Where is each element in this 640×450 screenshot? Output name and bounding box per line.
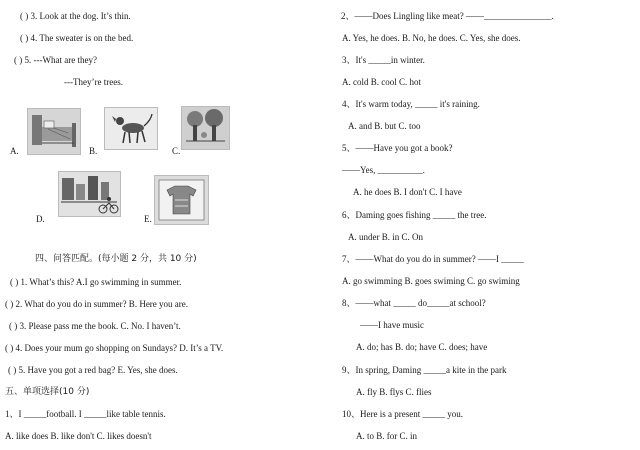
item-5-answer: ---They’re trees. [64,77,123,87]
question-8-options: A. do; has B. do; have C. does; have [356,342,488,352]
pic-label-d: D. [36,214,45,224]
question-2: 2、——Does Lingling like meat? ——_______________. [341,11,554,21]
pic-label-c: C. [172,146,181,156]
question-5: 5、——Have you got a book? [342,143,453,153]
trees-picture-icon [181,106,230,150]
question-2-options: A. Yes, he does. B. No, he does. C. Yes, she does. [342,33,521,43]
question-5-answer-line: ——Yes, __________. [342,165,425,175]
question-7-options: A. go swimming B. goes swiming C. go swiming [342,276,520,286]
question-9: 9、In spring, Daming _____a kite in the park [342,365,507,375]
section-4-title: 四、问答匹配。(每小题 2 分，共 10 分) [35,254,197,264]
street-scene-picture-icon [58,171,121,217]
sweater-picture-icon [154,175,209,225]
item-5: ( ) 5. ---What are they? [14,55,97,65]
match-item-2: ( ) 2. What do you do in summer? B. Here you are. [5,299,189,309]
item-3: ( ) 3. Look at the dog. It’s thin. [20,11,131,21]
match-item-4: ( ) 4. Does your mum go shopping on Sundays? D. It’s a TV. [5,343,224,353]
pic-label-a: A. [10,146,19,156]
match-item-5: ( ) 5. Have you got a red bag? E. Yes, she does. [8,365,178,375]
right-column [320,0,640,450]
pic-label-b: B. [89,146,98,156]
bed-picture-icon [27,108,81,155]
question-1: 1、I _____football. I _____like table tennis. [5,409,166,419]
item-4: ( ) 4. The sweater is on the bed. [20,33,134,43]
question-4-options: A. and B. but C. too [348,121,421,131]
question-9-options: A. fly B. flys C. flies [356,387,432,397]
question-3-options: A. cold B. cool C. hot [342,77,421,87]
question-8-answer-line: ——I have music [360,320,424,330]
match-item-1: ( ) 1. What’s this? A.I go swimming in summer. [10,277,182,287]
question-3: 3、It's _____in winter. [342,55,425,65]
pic-label-e: E. [144,214,152,224]
section-5-title: 五、单项选择(10 分) [5,387,90,397]
question-5-options: A. he does B. I don't C. I have [353,187,462,197]
question-4: 4、It's warm today, _____ it's raining. [342,99,480,109]
question-7: 7、——What do you do in summer? ——I _____ [342,254,524,264]
question-1-options: A. like does B. like don't C. likes doesn't [5,431,152,441]
question-8: 8、——what _____ do_____at school? [342,298,486,308]
dog-picture-icon [104,107,158,150]
question-10: 10、Here is a present _____ you. [342,409,463,419]
question-6: 6、Daming goes fishing _____ the tree. [342,210,487,220]
question-10-options: A. to B. for C. in [356,431,418,441]
question-6-options: A. under B. in C. On [348,232,423,242]
match-item-3: ( ) 3. Please pass me the book. C. No. I haven’t. [9,321,181,331]
